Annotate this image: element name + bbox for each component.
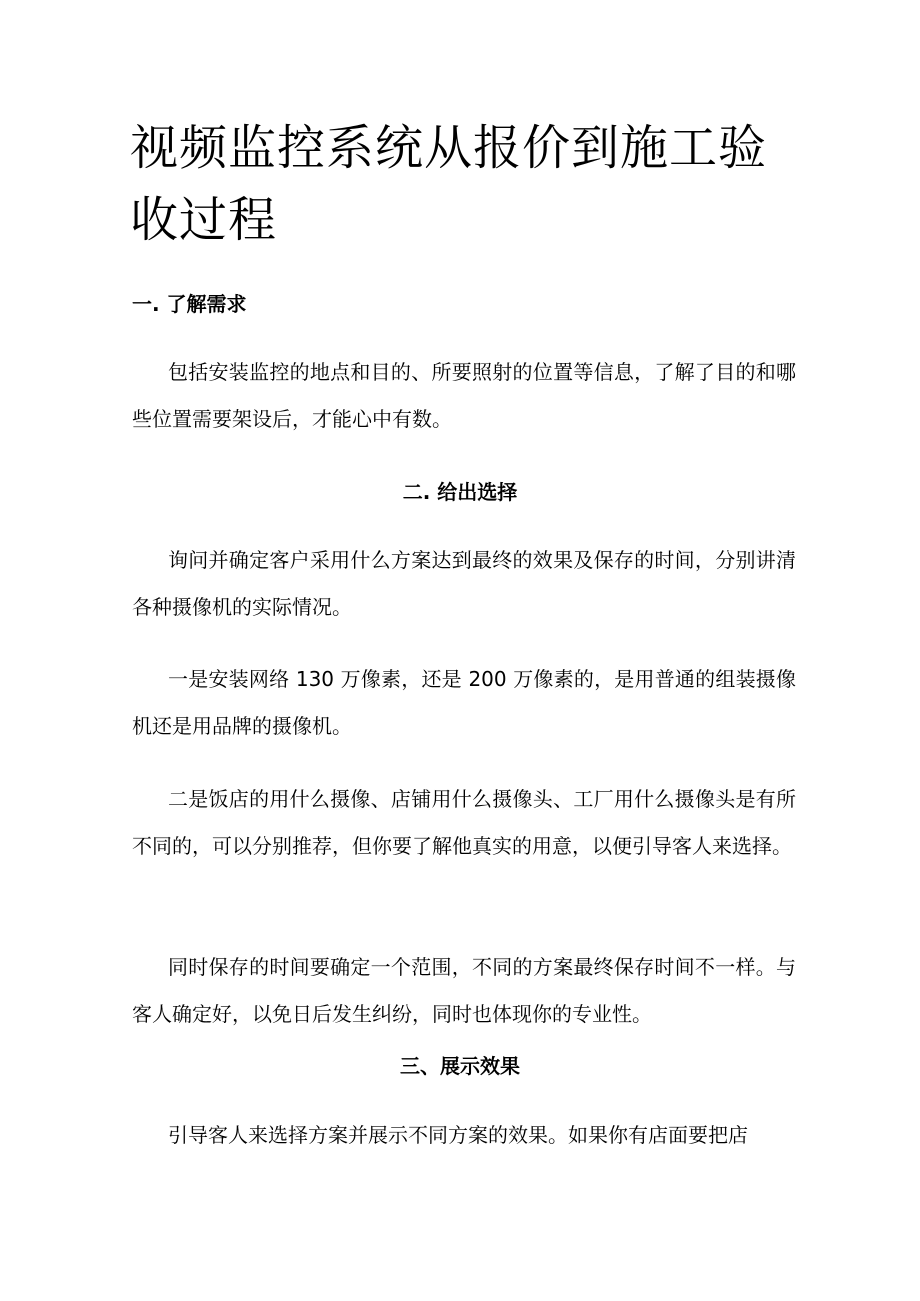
section-heading-show-effects: 三、展示效果 xyxy=(400,1054,520,1078)
paragraph: 二是饭店的用什么摄像、店铺用什么摄像头、工厂用什么摄像头是有所不同的，可以分别推荐，但你要了解他真实的用意，以便引导客人来选择。 xyxy=(132,787,796,858)
paragraph: 询问并确定客户采用什么方案达到最终的效果及保存的时间，分别讲清各种摄像机的实际情况。 xyxy=(132,548,796,619)
paragraph: 一是安装网络 130 万像素，还是 200 万像素的，是用普通的组装摄像机还是用品牌的摄像机。 xyxy=(132,667,796,738)
section-heading-give-options: 二. 给出选择 xyxy=(402,480,518,504)
paragraph: 包括安装监控的地点和目的、所要照射的位置等信息，了解了目的和哪些位置需要架设后，才能心中有数。 xyxy=(132,360,796,431)
paragraph: 引导客人来选择方案并展示不同方案的效果。如果你有店面要把店 xyxy=(168,1123,748,1147)
document-title: 视频监控系统从报价到施工验收过程 xyxy=(130,120,768,248)
paragraph: 同时保存的时间要确定一个范围，不同的方案最终保存时间不一样。与客人确定好，以免日后发生纠纷，同时也体现你的专业性。 xyxy=(132,955,796,1026)
section-heading-understand-needs: 一. 了解需求 xyxy=(132,292,247,316)
